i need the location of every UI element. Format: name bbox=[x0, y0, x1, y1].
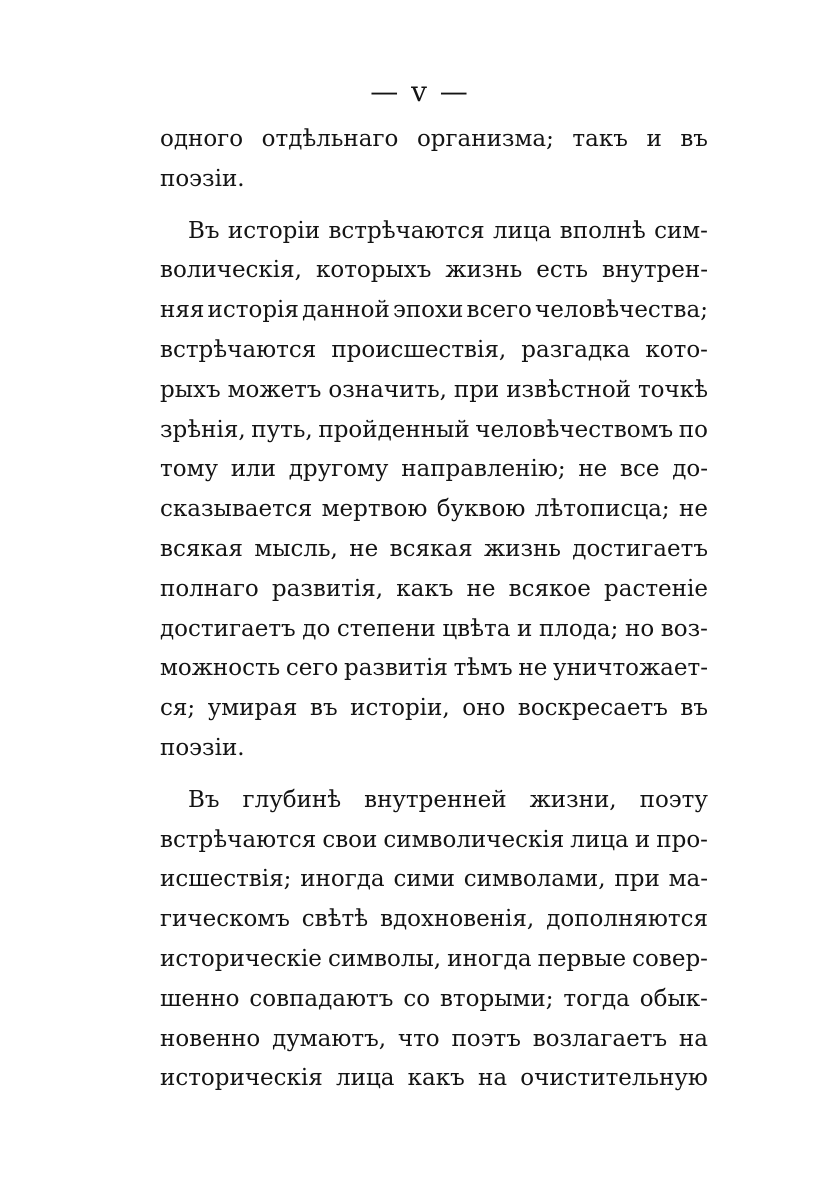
text-line: няя исторія данной эпохи всего человѣчества; bbox=[160, 297, 708, 324]
text-line: новенно думаютъ, что поэтъ возлагаетъ на bbox=[160, 1025, 708, 1052]
text-line: волическія, которыхъ жизнь есть внутрен- bbox=[160, 257, 708, 284]
text-line: поэзіи. bbox=[160, 734, 245, 761]
text-line: достигаетъ до степени цвѣта и плода; но воз- bbox=[160, 615, 708, 642]
text-line: Въ исторіи встрѣчаются лица вполнѣ сим- bbox=[188, 217, 708, 244]
paragraph-1 bbox=[160, 120, 708, 200]
body-text bbox=[160, 120, 708, 1099]
text-line: историческія лица какъ на очистительную bbox=[160, 1065, 708, 1092]
text-line: зрѣнія, путь, пройденный человѣчествомъ по bbox=[160, 416, 708, 443]
text-line: ся; умирая въ исторіи, оно воскресаетъ въ bbox=[160, 695, 708, 722]
text-line: гическомъ свѣтѣ вдохновенія, дополняются bbox=[160, 906, 708, 933]
text-line: одного отдѣльнаго организма; такъ и въ bbox=[160, 126, 708, 152]
text-line: поэзіи. bbox=[160, 165, 245, 192]
text-line: тому или другому направленію; не все до- bbox=[160, 456, 708, 483]
text-line: шенно совпадаютъ со вторыми; тогда обык- bbox=[160, 985, 708, 1012]
text-line: исшествія; иногда сими символами, при ма- bbox=[160, 866, 708, 893]
text-line: рыхъ можетъ означить, при извѣстной точкѣ bbox=[160, 376, 708, 403]
text-line: встрѣчаются происшествія, разгадка кото- bbox=[160, 336, 708, 363]
text-line: сказывается мертвою буквою лѣтописца; не bbox=[160, 496, 708, 523]
text-line: всякая мысль, не всякая жизнь достигаетъ bbox=[160, 535, 708, 562]
text-line: встрѣчаются свои символическія лица и про- bbox=[160, 826, 708, 853]
paragraph-3 bbox=[160, 781, 708, 1099]
text-line: можность сего развитія тѣмъ не уничтожает- bbox=[160, 655, 708, 682]
page-number: — v — bbox=[370, 75, 470, 108]
text-line: Въ глубинѣ внутренней жизни, поэту bbox=[188, 786, 708, 813]
text-line: полнаго развитія, какъ не всякое растеніе bbox=[160, 575, 708, 602]
text-line: историческіе символы, иногда первые совер- bbox=[160, 945, 708, 972]
paragraph-2 bbox=[160, 212, 708, 769]
